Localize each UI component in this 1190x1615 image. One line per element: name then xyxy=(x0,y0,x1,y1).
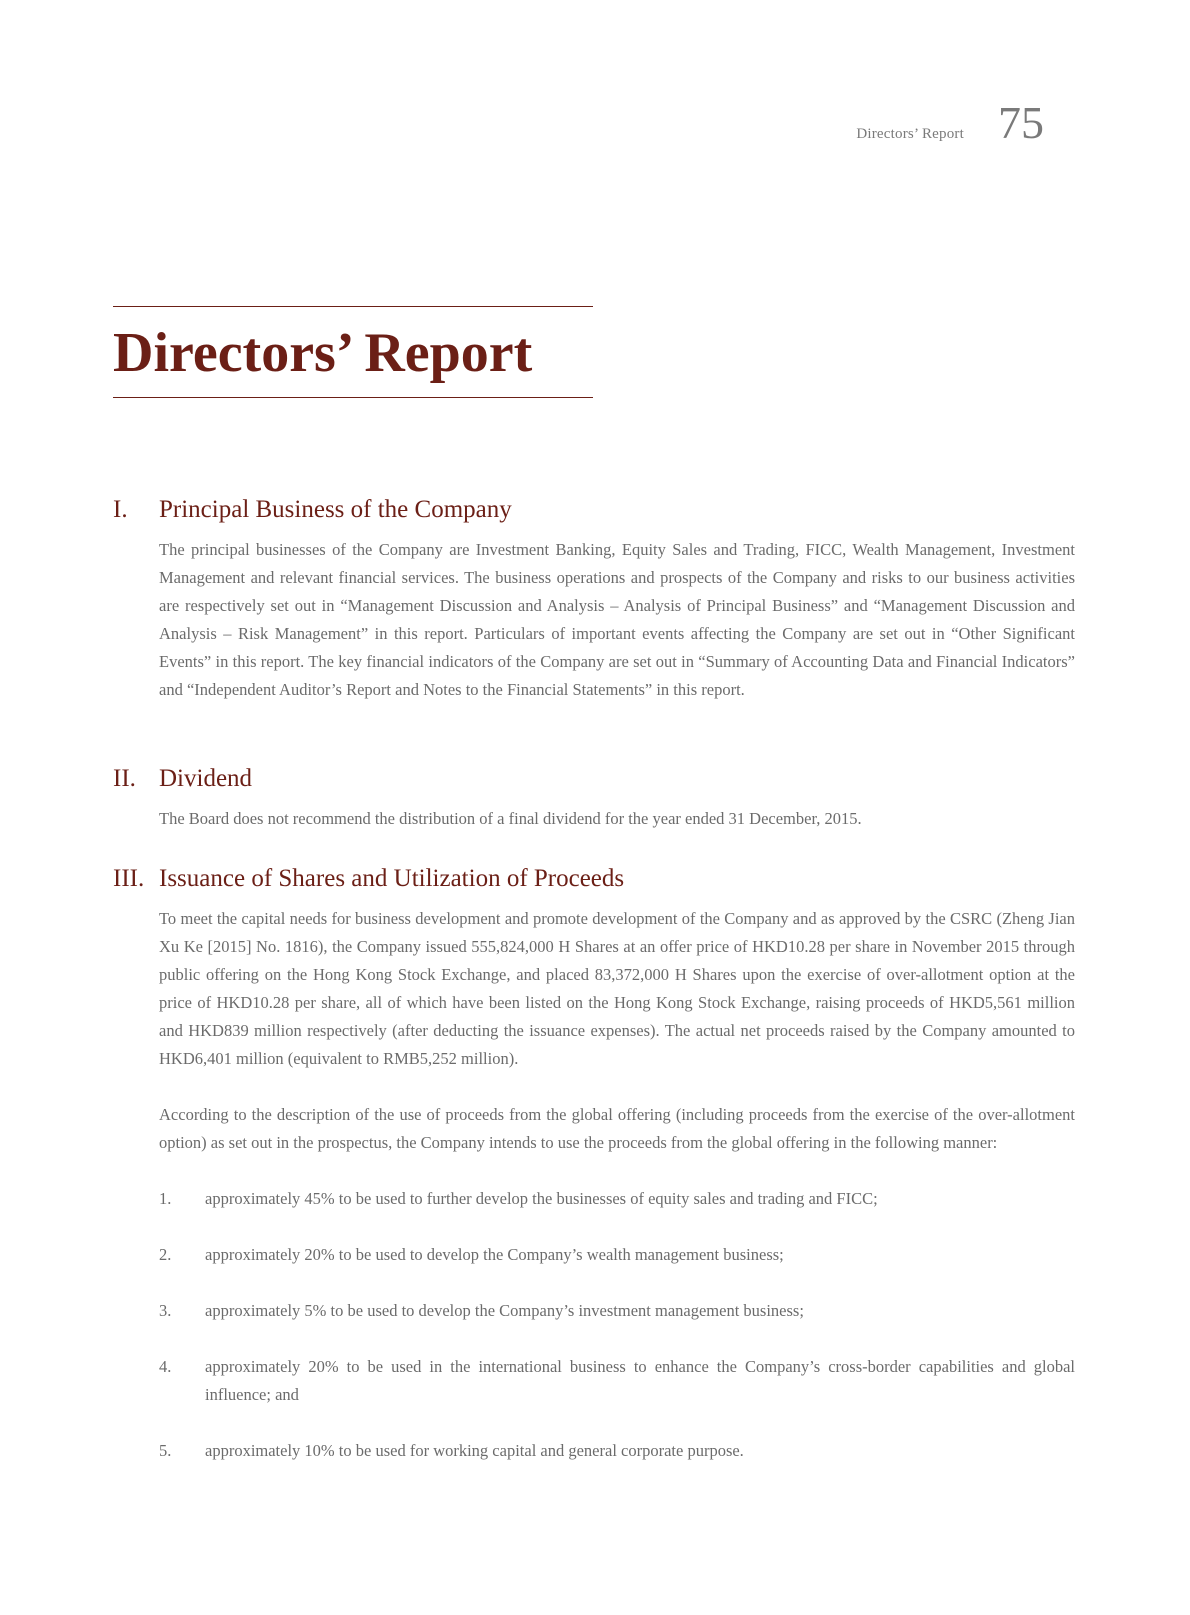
use-of-proceeds-list xyxy=(159,1185,1075,1465)
section-heading xyxy=(113,866,1075,891)
paragraph: The Board does not recommend the distribution of a final dividend for the year ended 31 December, 2015. xyxy=(159,809,862,828)
title-block xyxy=(113,306,593,398)
section-body xyxy=(159,805,1075,833)
section-title: Dividend xyxy=(159,765,253,792)
running-title: Directors’ Report xyxy=(856,126,964,142)
page-number: 75 xyxy=(998,97,1044,148)
list-item-text: approximately 20% to be used in the international business to enhance the Company’s cross-border capabilities and global influence; and xyxy=(205,1357,1075,1404)
section-heading xyxy=(113,497,1075,522)
paragraph: According to the description of the use of proceeds from the global offering (including proceeds from the exercise of the over-allotment option) as set out in the prospectus, the Company intends to use the proceeds from the global offering in the following manner: xyxy=(159,1105,1075,1152)
list-item-text: approximately 20% to be used to develop the Company’s wealth management business; xyxy=(205,1245,784,1264)
running-header xyxy=(856,97,1044,148)
section-dividend xyxy=(113,766,1075,833)
section-number: III. xyxy=(113,865,145,892)
list-item-number: 4. xyxy=(159,1357,172,1376)
list-item-number: 3. xyxy=(159,1301,172,1320)
list-item xyxy=(159,1353,1075,1409)
section-number: I. xyxy=(113,496,128,523)
page-title: Directors’ Report xyxy=(113,322,533,384)
list-item xyxy=(159,1297,1075,1325)
list-item-text: approximately 45% to be used to further develop the businesses of equity sales and trading and FICC; xyxy=(205,1189,878,1208)
paragraph: To meet the capital needs for business development and promote development of the Company and as approved by the CSRC (Zheng Jian Xu Ke [2015] No. 1816), the Company issued 555,824,000 H Shares at an offer price of HKD10.28 per share in November 2015 through public offering on the Hong Kong Stock Exchange, and placed 83,372,000 H Shares upon the exercise of over-allotment option at the price of HKD10.28 per share, all of which have been listed on the Hong Kong Stock Exchange, raising proceeds of HKD5,561 million and HKD839 million respectively (after deducting the issuance expenses). The actual net proceeds raised by the Company amounted to HKD6,401 million (equivalent to RMB5,252 million). xyxy=(159,909,1075,1068)
section-issuance-of-shares xyxy=(113,866,1075,1465)
paragraph: The principal businesses of the Company are Investment Banking, Equity Sales and Trading, FICC, Wealth Management, Investment Management and relevant financial services. The business operations and prospects of the Company and risks to our business activities are respectively set out in “Management Discussion and Analysis – Analysis of Principal Business” and “Management Discussion and Analysis – Risk Management” in this report. Particulars of important events affecting the Company are set out in “Other Significant Events” in this report. The key financial indicators of the Company are set out in “Summary of Accounting Data and Financial Indicators” and “Independent Auditor’s Report and Notes to the Financial Statements” in this report. xyxy=(159,540,1075,699)
section-heading xyxy=(113,766,1075,791)
list-item-number: 1. xyxy=(159,1189,172,1208)
section-title: Issuance of Shares and Utilization of Proceeds xyxy=(159,865,625,892)
list-item xyxy=(159,1241,1075,1269)
section-principal-business xyxy=(113,497,1075,704)
list-item-number: 2. xyxy=(159,1245,172,1264)
list-item-number: 5. xyxy=(159,1441,172,1460)
section-number: II. xyxy=(113,765,136,792)
section-title: Principal Business of the Company xyxy=(159,496,512,523)
list-item-text: approximately 5% to be used to develop the Company’s investment management business; xyxy=(205,1301,804,1320)
list-item xyxy=(159,1185,1075,1213)
section-body xyxy=(159,536,1075,704)
list-item xyxy=(159,1437,1075,1465)
list-item-text: approximately 10% to be used for working capital and general corporate purpose. xyxy=(205,1441,744,1460)
section-body xyxy=(159,905,1075,1465)
